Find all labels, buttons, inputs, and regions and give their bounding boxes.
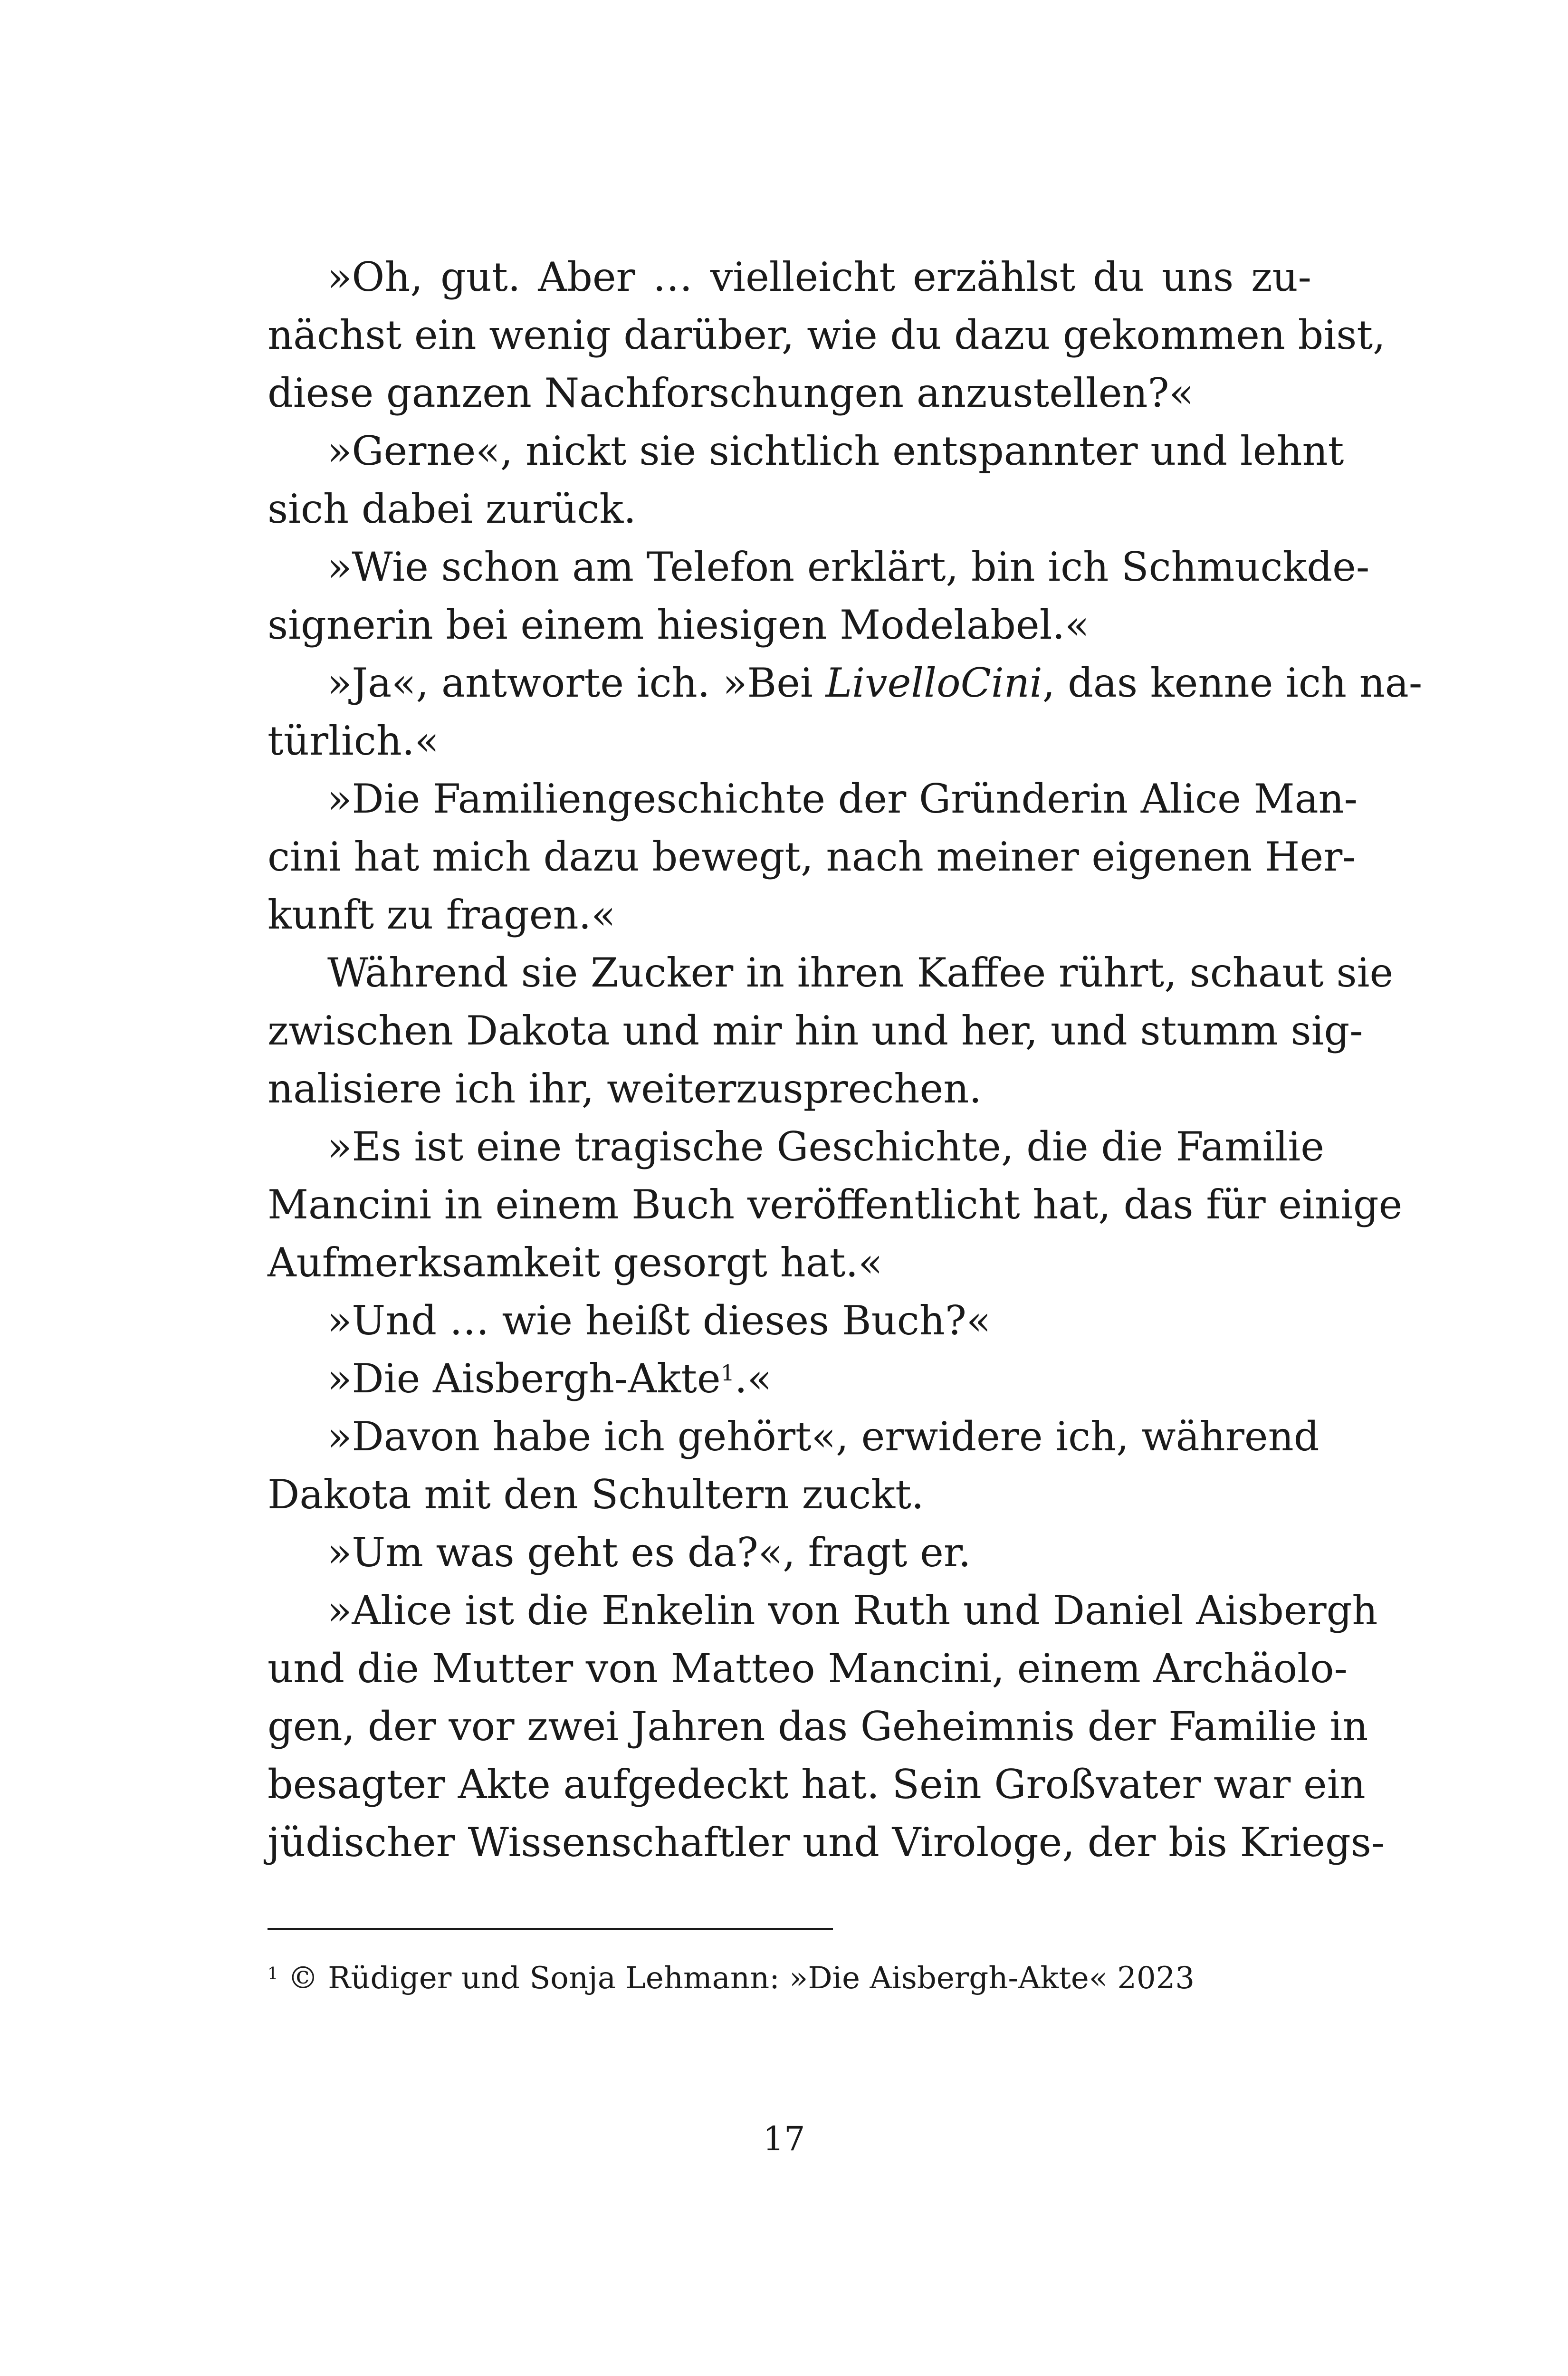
italic-text: LivelloCini <box>825 660 1042 706</box>
footnote-separator <box>268 1928 833 1930</box>
footnote-text: © Rüdiger und Sonja Lehmann: »Die Aisbergh-Akte« 2023 <box>278 1961 1195 1996</box>
text-line: nächst ein wenig darüber, wie du dazu gekommen bist, <box>268 312 1386 358</box>
text-line <box>268 1350 1311 1408</box>
text-line: zwischen Dakota und mir hin und her, und stumm sig- <box>268 1007 1363 1054</box>
body-text <box>268 248 1423 1871</box>
text-line: Mancini in einem Buch veröffentlicht hat, das für einige <box>268 1181 1403 1228</box>
text-line: cini hat mich dazu bewegt, nach meiner eigenen Her- <box>268 834 1356 880</box>
text-line: gen, der vor zwei Jahren das Geheimnis der Familie in <box>268 1703 1368 1750</box>
text-fragment: .« <box>734 1355 772 1402</box>
text-line: besagter Akte aufgedeckt hat. Sein Großvater war ein <box>268 1761 1366 1808</box>
text-line <box>268 654 1423 712</box>
text-line: Dakota mit den Schultern zuckt. <box>268 1471 924 1518</box>
text-line: »Alice ist die Enkelin von Ruth und Daniel Aisbergh <box>327 1587 1378 1634</box>
text-line: »Und … wie heißt dieses Buch?« <box>327 1297 991 1344</box>
text-line: diese ganzen Nachforschungen anzustellen?« <box>268 370 1194 416</box>
text-line: Während sie Zucker in ihren Kaffee rührt, schaut sie <box>327 949 1394 996</box>
text-line: »Wie schon am Telefon erklärt, bin ich Schmuckde- <box>327 544 1370 590</box>
text-line: sich dabei zurück. <box>268 486 636 532</box>
footnote <box>268 1957 1195 2004</box>
text-line: jüdischer Wissenschaftler und Virologe, der bis Kriegs- <box>268 1819 1385 1866</box>
text-fragment: , das kenne ich na- <box>1042 660 1423 706</box>
text-line: türlich.« <box>268 718 439 764</box>
text-line: kunft zu fragen.« <box>268 891 616 938</box>
text-line: nalisiere ich ihr, weiterzusprechen. <box>268 1065 982 1112</box>
text-line: »Davon habe ich gehört«, erwidere ich, während <box>327 1413 1319 1460</box>
text-fragment: »Ja«, antworte ich. »Bei <box>327 660 826 706</box>
text-line: »Gerne«, nickt sie sichtlich entspannter und lehnt <box>327 428 1344 474</box>
text-line: »Es ist eine tragische Geschichte, die die Familie <box>327 1123 1324 1170</box>
text-line: »Die Familiengeschichte der Gründerin Alice Man- <box>327 776 1358 822</box>
footnote-marker: 1 <box>268 1964 278 1983</box>
text-line: und die Mutter von Matteo Mancini, einem Archäolo- <box>268 1645 1348 1692</box>
page-number: 17 <box>763 2119 805 2158</box>
text-line: »Um was geht es da?«, fragt er. <box>327 1529 971 1576</box>
text-fragment: »Die Aisbergh-Akte <box>327 1355 721 1402</box>
text-line: signerin bei einem hiesigen Modelabel.« <box>268 602 1090 648</box>
text-line: »Oh, gut. Aber … vielleicht erzählst du uns zu- <box>327 254 1311 300</box>
text-line: Aufmerksamkeit gesorgt hat.« <box>268 1239 883 1286</box>
footnote-reference: 1 <box>720 1360 735 1386</box>
